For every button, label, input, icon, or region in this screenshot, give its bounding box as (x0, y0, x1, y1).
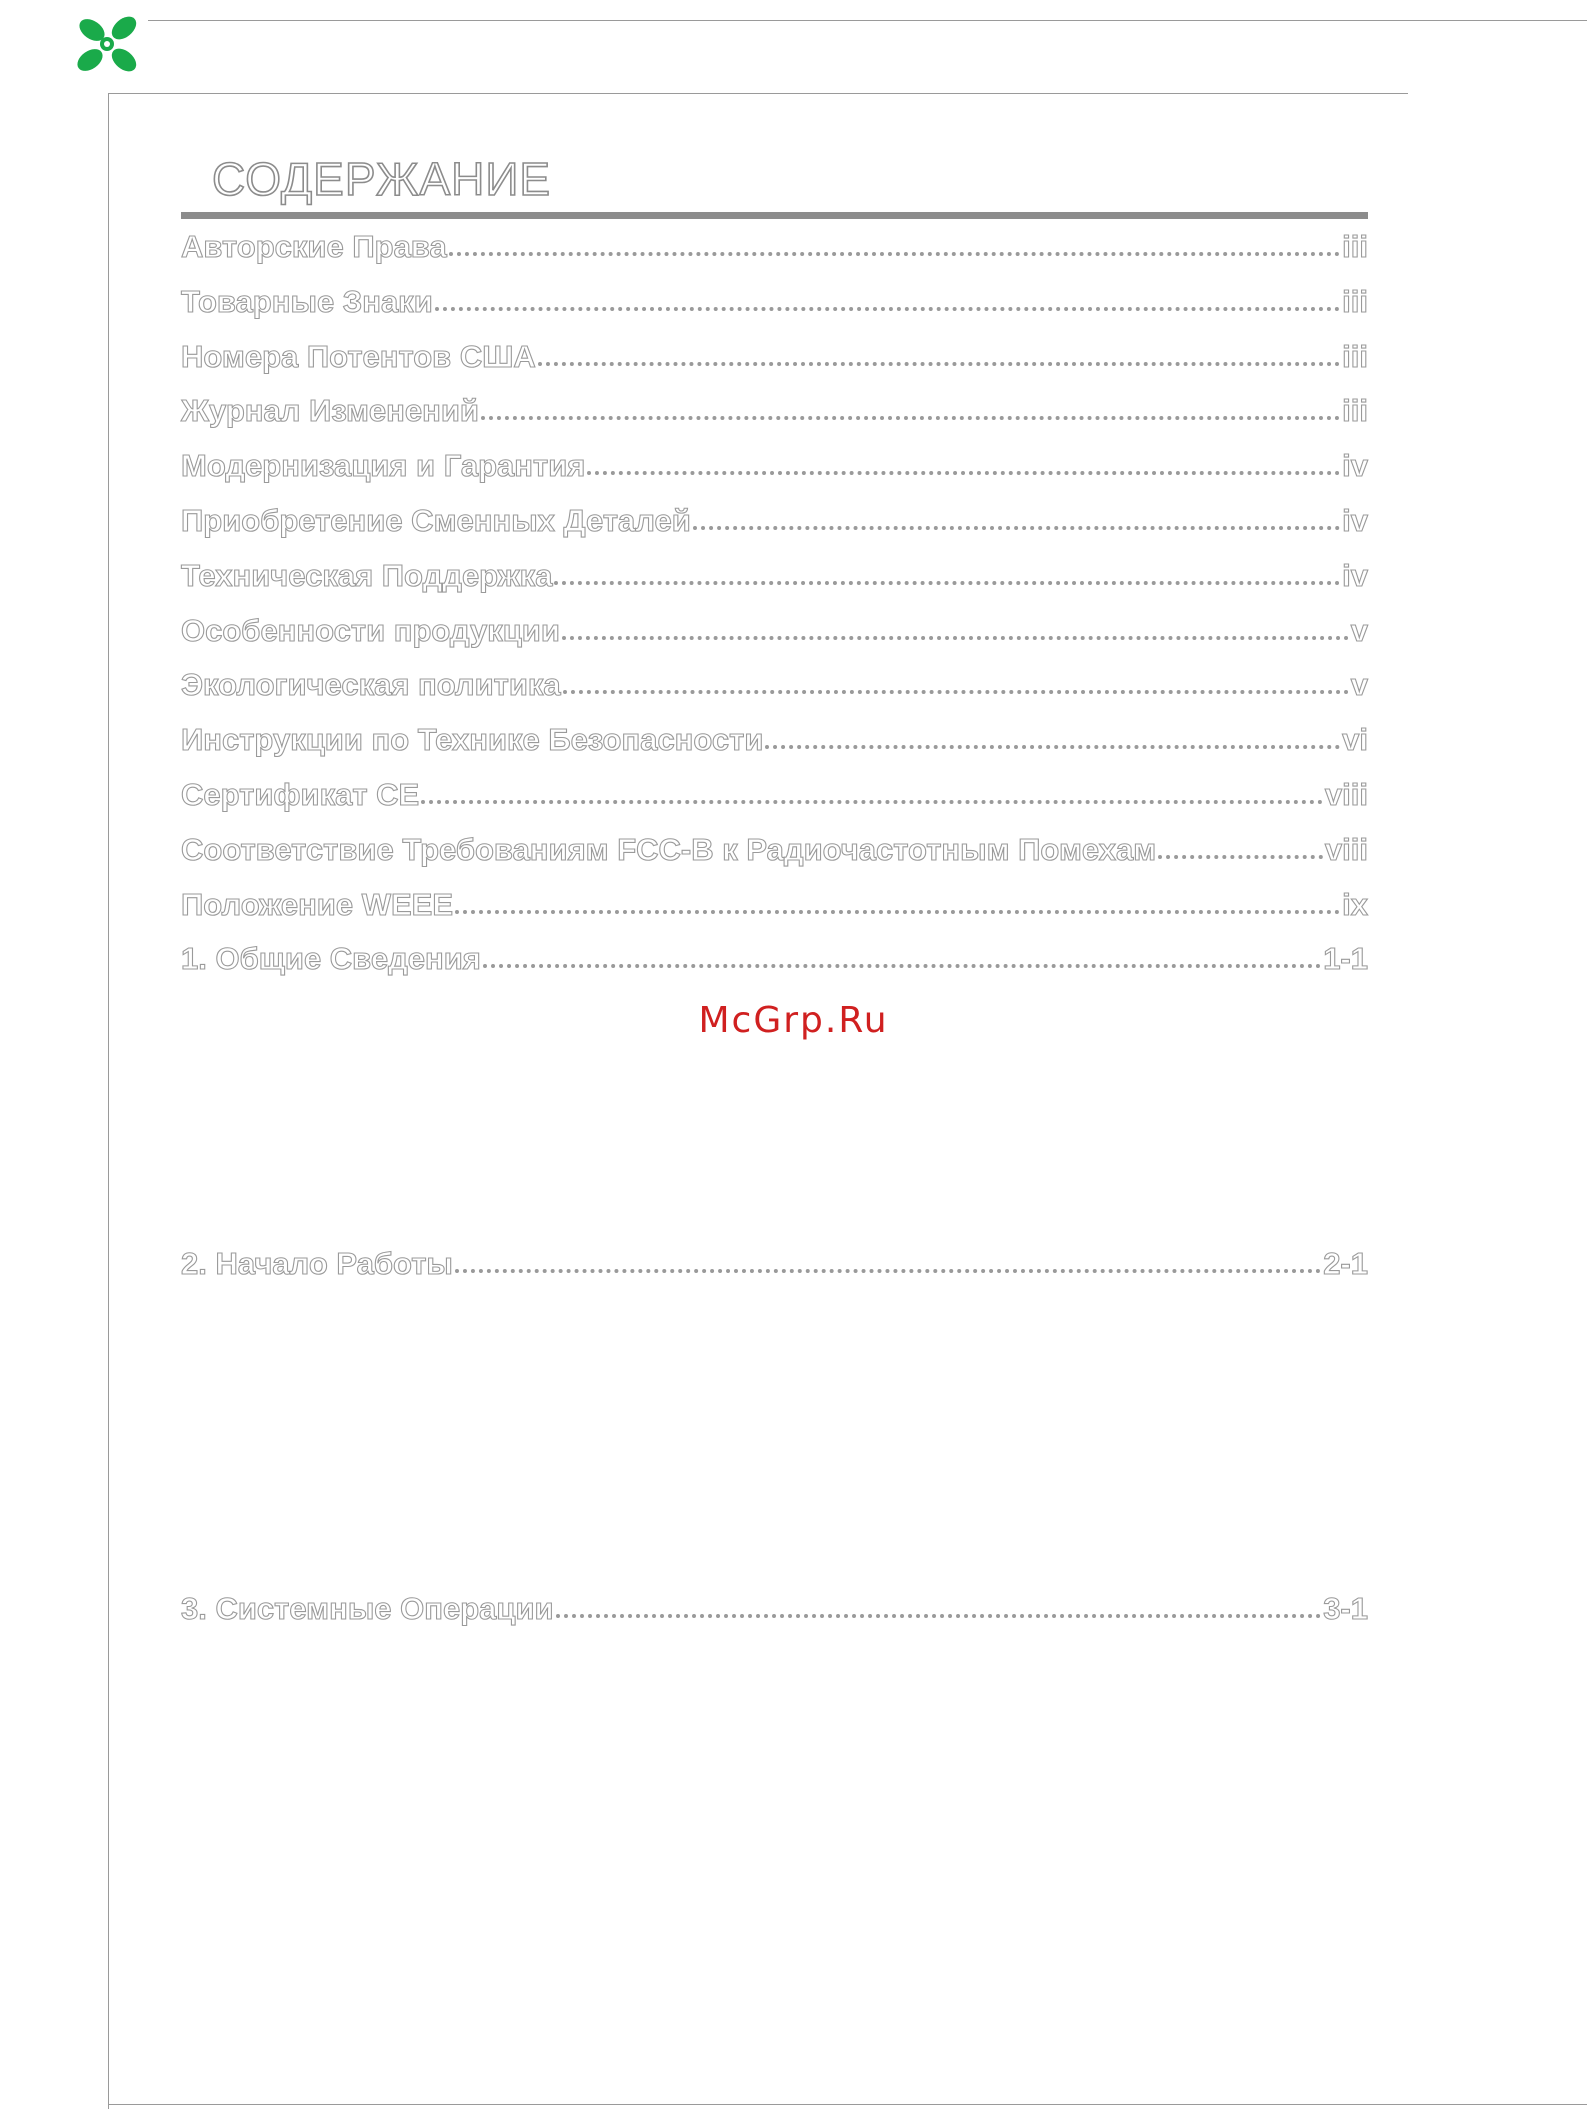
toc-entry-label: Авторские Права (181, 229, 447, 264)
toc-entry-label: 3. Системные Операции (181, 1591, 554, 1626)
toc-entry[interactable] (181, 940, 1368, 977)
toc-entry-label: Соответствие Требованиям FCC-B к Радиочастотным Помехам (181, 832, 1157, 867)
page-frame-left (108, 93, 109, 2109)
toc-entry[interactable] (181, 447, 1368, 484)
toc-entry-label: Модернизация и Гарантия (181, 448, 586, 483)
toc-entry[interactable] (181, 338, 1368, 375)
toc-entry-label: Техническая Поддержка (181, 558, 553, 593)
toc-entry-label: Сертификат CE (181, 777, 420, 812)
toc-entry-page: iii (1342, 339, 1368, 374)
page-frame-bottom (108, 2104, 1587, 2105)
toc-leader-dots (538, 358, 1340, 366)
toc-entry[interactable] (181, 1245, 1368, 1282)
toc-leader-dots (483, 960, 1321, 968)
page-frame-top (108, 93, 1408, 94)
toc-entry-label: Журнал Изменений (181, 393, 479, 428)
toc-leader-dots (449, 248, 1340, 256)
toc-leader-dots (455, 1265, 1321, 1273)
page-title: СОДЕРЖАНИЕ (212, 153, 552, 205)
toc-entry[interactable] (181, 776, 1368, 813)
toc-entry[interactable] (181, 721, 1368, 758)
toc-entry-page: viii (1324, 777, 1368, 812)
toc-entry[interactable] (181, 557, 1368, 594)
toc-entry-label: Особенности продукции (181, 613, 560, 648)
toc-entry-page: iv (1342, 503, 1368, 538)
toc-entry-page: ix (1342, 887, 1368, 922)
watermark: McGrp.Ru (698, 1000, 889, 1041)
toc-entry-label: Товарные Знаки (181, 284, 433, 319)
toc-entry-page: v (1350, 667, 1368, 702)
toc-entry-page: iii (1342, 229, 1368, 264)
toc-entry-label: Приобретение Сменных Деталей (181, 503, 691, 538)
title-underline (181, 212, 1368, 219)
toc-entry[interactable] (181, 831, 1368, 868)
toc-entry-page: viii (1324, 832, 1368, 867)
toc-leader-dots (435, 303, 1340, 311)
toc-leader-dots (693, 522, 1340, 530)
header-rule (148, 20, 1587, 21)
toc-entry[interactable] (181, 886, 1368, 923)
toc-entry-label: Инструкции по Технике Безопасности (181, 722, 764, 757)
toc-entry[interactable] (181, 666, 1368, 703)
toc-leader-dots (554, 577, 1340, 585)
toc-leader-dots (563, 686, 1349, 694)
toc-entry-label: Экологическая политика (181, 667, 561, 702)
toc-entry-page: v (1350, 613, 1368, 648)
toc-entry[interactable] (181, 228, 1368, 265)
toc-entry-page: 1-1 (1323, 941, 1368, 976)
toc-leader-dots (421, 796, 1323, 804)
toc-entry-page: iv (1342, 558, 1368, 593)
toc-leader-dots (1158, 851, 1323, 859)
toc-entry[interactable] (181, 1590, 1368, 1627)
toc-entry-page: iii (1342, 393, 1368, 428)
toc-leader-dots (562, 632, 1349, 640)
toc-entry[interactable] (181, 392, 1368, 429)
toc-leader-dots (481, 412, 1340, 420)
toc-leader-dots (455, 906, 1340, 914)
toc-leader-dots (556, 1610, 1322, 1618)
toc-entry-page: iii (1342, 284, 1368, 319)
clover-logo-icon (62, 8, 158, 80)
toc-entry-page: 2-1 (1323, 1246, 1368, 1281)
toc-entry-page: vi (1342, 722, 1368, 757)
toc-entry[interactable] (181, 612, 1368, 649)
toc-entry-page: 3-1 (1323, 1591, 1368, 1626)
toc-entry-page: iv (1342, 448, 1368, 483)
toc-leader-dots (765, 741, 1340, 749)
toc-entry-label: 1. Общие Сведения (181, 941, 481, 976)
toc-leader-dots (587, 467, 1340, 475)
toc-entry-label: 2. Начало Работы (181, 1246, 453, 1281)
toc-entry-label: Номера Потентов США (181, 339, 536, 374)
toc-entry[interactable] (181, 502, 1368, 539)
toc-entry-label: Положение WEEE (181, 887, 453, 922)
toc-entry[interactable] (181, 283, 1368, 320)
